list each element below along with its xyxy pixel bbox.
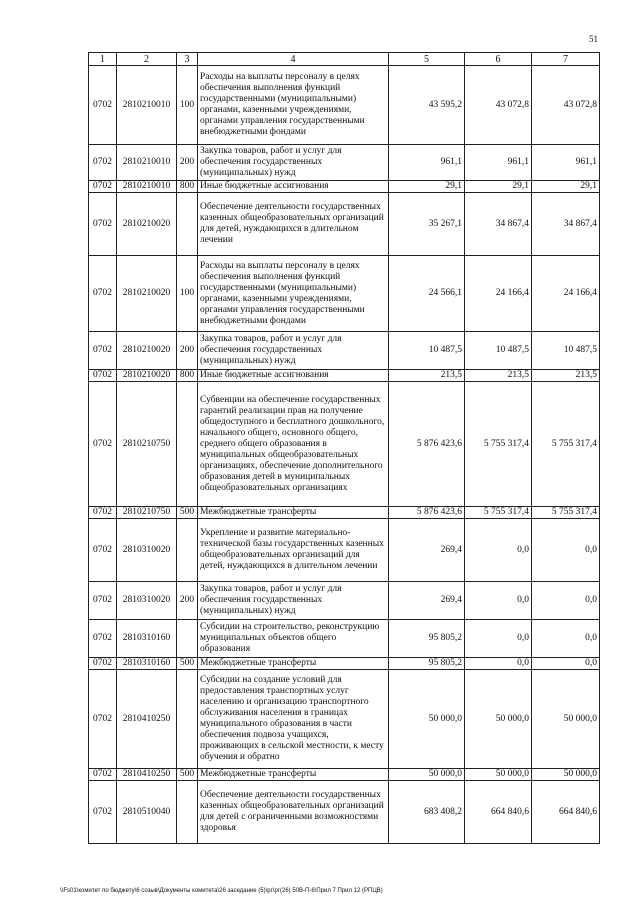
amount-year2-cell: 0,0 bbox=[465, 582, 532, 620]
target-article-cell: 2810310160 bbox=[117, 658, 177, 670]
section-code-cell: 0702 bbox=[89, 582, 117, 620]
description-cell: Обеспечение деятельности государственных казенных общеобразовательных организаций для детей с ограниченными возможностями здоровья bbox=[198, 781, 389, 844]
amount-year3-cell: 50 000,0 bbox=[532, 670, 600, 769]
section-code-cell: 0702 bbox=[89, 519, 117, 582]
section-code-cell: 0702 bbox=[89, 66, 117, 145]
target-article-cell: 2810210020 bbox=[117, 332, 177, 370]
amount-year1-cell: 24 566,1 bbox=[389, 256, 465, 332]
amount-year2-cell: 29,1 bbox=[465, 181, 532, 193]
expense-type-cell bbox=[177, 620, 198, 658]
expense-type-cell: 100 bbox=[177, 66, 198, 145]
expense-type-cell: 500 bbox=[177, 658, 198, 670]
amount-year3-cell: 50 000,0 bbox=[532, 769, 600, 781]
description-cell: Субсидии на создание условий для предоставления транспортных услуг населению и организацию транспортного обслуживания населения в границах муниципального образования в части обеспечения подвоза учащихся, проживающих в сельской местности, к месту обучения и обратно bbox=[198, 670, 389, 769]
description-cell: Субсидии на строительство, реконструкцию муниципальных объектов общего образования bbox=[198, 620, 389, 658]
section-code-cell: 0702 bbox=[89, 145, 117, 181]
target-article-cell: 2810310020 bbox=[117, 582, 177, 620]
amount-year2-cell: 664 840,6 bbox=[465, 781, 532, 844]
target-article-cell: 2810210020 bbox=[117, 256, 177, 332]
expense-type-cell: 800 bbox=[177, 370, 198, 382]
section-code-cell: 0702 bbox=[89, 382, 117, 507]
target-article-cell: 2810210020 bbox=[117, 370, 177, 382]
section-code-cell: 0702 bbox=[89, 620, 117, 658]
amount-year1-cell: 5 876 423,6 bbox=[389, 382, 465, 507]
expense-type-cell: 500 bbox=[177, 507, 198, 519]
amount-year1-cell: 5 876 423,6 bbox=[389, 507, 465, 519]
section-code-cell: 0702 bbox=[89, 670, 117, 769]
header-cell: 4 bbox=[198, 53, 389, 66]
amount-year1-cell: 961,1 bbox=[389, 145, 465, 181]
amount-year3-cell: 961,1 bbox=[532, 145, 600, 181]
section-code-cell: 0702 bbox=[89, 181, 117, 193]
description-cell: Обеспечение деятельности государственных казенных общеобразовательных организаций для детей, нуждающихся в длительном лечении bbox=[198, 193, 389, 256]
budget-table-body bbox=[89, 53, 600, 844]
description-cell: Иные бюджетные ассигнования bbox=[198, 370, 389, 382]
section-code-cell: 0702 bbox=[89, 332, 117, 370]
expense-type-cell bbox=[177, 193, 198, 256]
description-cell: Закупка товаров, работ и услуг для обеспечения государственных (муниципальных) нужд bbox=[198, 582, 389, 620]
header-cell: 1 bbox=[89, 53, 117, 66]
amount-year1-cell: 269,4 bbox=[389, 582, 465, 620]
table-row bbox=[89, 769, 600, 781]
description-cell: Субвенции на обеспечение государственных гарантий реализации прав на получение общедоступного и бесплатного дошкольного, начального общего, основного общего, среднего общего образования в муниципальных общеобразовательных организациях, обеспечение дополнительного образования детей в муниципальных общеобразовательных организациях bbox=[198, 382, 389, 507]
amount-year1-cell: 35 267,1 bbox=[389, 193, 465, 256]
table-row bbox=[89, 620, 600, 658]
section-code-cell: 0702 bbox=[89, 769, 117, 781]
header-cell: 2 bbox=[117, 53, 177, 66]
amount-year1-cell: 683 408,2 bbox=[389, 781, 465, 844]
amount-year2-cell: 34 867,4 bbox=[465, 193, 532, 256]
budget-table bbox=[88, 52, 600, 844]
amount-year2-cell: 10 487,5 bbox=[465, 332, 532, 370]
amount-year3-cell: 0,0 bbox=[532, 519, 600, 582]
expense-type-cell bbox=[177, 519, 198, 582]
description-cell: Расходы на выплаты персоналу в целях обеспечения выполнения функций государственными (муниципальными) органами, казенными учреждениями, органами управления государственными внебюджетными фондами bbox=[198, 66, 389, 145]
table-row bbox=[89, 582, 600, 620]
amount-year3-cell: 0,0 bbox=[532, 658, 600, 670]
table-row bbox=[89, 382, 600, 507]
amount-year1-cell: 50 000,0 bbox=[389, 769, 465, 781]
amount-year3-cell: 10 487,5 bbox=[532, 332, 600, 370]
table-row bbox=[89, 145, 600, 181]
target-article-cell: 2810410250 bbox=[117, 769, 177, 781]
table-row bbox=[89, 256, 600, 332]
target-article-cell: 2810210010 bbox=[117, 145, 177, 181]
amount-year3-cell: 29,1 bbox=[532, 181, 600, 193]
description-cell: Межбюджетные трансферты bbox=[198, 507, 389, 519]
section-code-cell: 0702 bbox=[89, 507, 117, 519]
amount-year2-cell: 43 072,8 bbox=[465, 66, 532, 145]
description-cell: Межбюджетные трансферты bbox=[198, 658, 389, 670]
amount-year2-cell: 50 000,0 bbox=[465, 769, 532, 781]
target-article-cell: 2810510040 bbox=[117, 781, 177, 844]
description-cell: Межбюджетные трансферты bbox=[198, 769, 389, 781]
table-row bbox=[89, 181, 600, 193]
expense-type-cell: 200 bbox=[177, 145, 198, 181]
amount-year3-cell: 34 867,4 bbox=[532, 193, 600, 256]
header-row bbox=[89, 53, 600, 66]
amount-year2-cell: 5 755 317,4 bbox=[465, 507, 532, 519]
description-cell: Закупка товаров, работ и услуг для обеспечения государственных (муниципальных) нужд bbox=[198, 332, 389, 370]
amount-year1-cell: 95 805,2 bbox=[389, 658, 465, 670]
expense-type-cell: 800 bbox=[177, 181, 198, 193]
header-cell: 3 bbox=[177, 53, 198, 66]
table-row bbox=[89, 658, 600, 670]
amount-year1-cell: 213,5 bbox=[389, 370, 465, 382]
amount-year1-cell: 269,4 bbox=[389, 519, 465, 582]
amount-year3-cell: 43 072,8 bbox=[532, 66, 600, 145]
amount-year3-cell: 213,5 bbox=[532, 370, 600, 382]
amount-year2-cell: 50 000,0 bbox=[465, 670, 532, 769]
amount-year3-cell: 24 166,4 bbox=[532, 256, 600, 332]
target-article-cell: 2810310160 bbox=[117, 620, 177, 658]
target-article-cell: 2810210020 bbox=[117, 193, 177, 256]
target-article-cell: 2810410250 bbox=[117, 670, 177, 769]
amount-year1-cell: 29,1 bbox=[389, 181, 465, 193]
table-row bbox=[89, 332, 600, 370]
description-cell: Укрепление и развитие материально-технической базы государственных казенных общеобразовательных организаций для детей, нуждающихся в длительном лечении bbox=[198, 519, 389, 582]
section-code-cell: 0702 bbox=[89, 781, 117, 844]
amount-year3-cell: 0,0 bbox=[532, 620, 600, 658]
target-article-cell: 2810310020 bbox=[117, 519, 177, 582]
amount-year2-cell: 961,1 bbox=[465, 145, 532, 181]
header-cell: 7 bbox=[532, 53, 600, 66]
table-row bbox=[89, 670, 600, 769]
target-article-cell: 2810210750 bbox=[117, 382, 177, 507]
table-row bbox=[89, 781, 600, 844]
expense-type-cell: 500 bbox=[177, 769, 198, 781]
table-row bbox=[89, 370, 600, 382]
expense-type-cell: 200 bbox=[177, 582, 198, 620]
expense-type-cell bbox=[177, 781, 198, 844]
table-row bbox=[89, 519, 600, 582]
section-code-cell: 0702 bbox=[89, 370, 117, 382]
amount-year1-cell: 50 000,0 bbox=[389, 670, 465, 769]
amount-year3-cell: 0,0 bbox=[532, 582, 600, 620]
target-article-cell: 2810210010 bbox=[117, 181, 177, 193]
amount-year3-cell: 664 840,6 bbox=[532, 781, 600, 844]
expense-type-cell bbox=[177, 382, 198, 507]
description-cell: Расходы на выплаты персоналу в целях обеспечения выполнения функций государственными (муниципальными) органами, казенными учреждениями, органами управления государственными внебюджетными фондами bbox=[198, 256, 389, 332]
section-code-cell: 0702 bbox=[89, 658, 117, 670]
expense-type-cell: 100 bbox=[177, 256, 198, 332]
page-number: 51 bbox=[589, 34, 598, 44]
table-row bbox=[89, 507, 600, 519]
amount-year2-cell: 0,0 bbox=[465, 519, 532, 582]
description-cell: Закупка товаров, работ и услуг для обеспечения государственных (муниципальных) нужд bbox=[198, 145, 389, 181]
amount-year3-cell: 5 755 317,4 bbox=[532, 382, 600, 507]
target-article-cell: 2810210750 bbox=[117, 507, 177, 519]
header-cell: 6 bbox=[465, 53, 532, 66]
amount-year1-cell: 10 487,5 bbox=[389, 332, 465, 370]
table-row bbox=[89, 193, 600, 256]
amount-year2-cell: 0,0 bbox=[465, 620, 532, 658]
footer-file-path: \\Fs01\комитет по бюджету\6 созыв\Документы комитета\26 заседание (5)\рг\рг(26) 50В-П-6\Прил 7 Прил 12 (РПЦВ) bbox=[60, 888, 383, 894]
amount-year2-cell: 24 166,4 bbox=[465, 256, 532, 332]
amount-year2-cell: 5 755 317,4 bbox=[465, 382, 532, 507]
expense-type-cell: 200 bbox=[177, 332, 198, 370]
target-article-cell: 2810210010 bbox=[117, 66, 177, 145]
amount-year1-cell: 43 595,2 bbox=[389, 66, 465, 145]
amount-year2-cell: 0,0 bbox=[465, 658, 532, 670]
amount-year1-cell: 95 805,2 bbox=[389, 620, 465, 658]
amount-year2-cell: 213,5 bbox=[465, 370, 532, 382]
amount-year3-cell: 5 755 317,4 bbox=[532, 507, 600, 519]
section-code-cell: 0702 bbox=[89, 193, 117, 256]
description-cell: Иные бюджетные ассигнования bbox=[198, 181, 389, 193]
section-code-cell: 0702 bbox=[89, 256, 117, 332]
table-row bbox=[89, 66, 600, 145]
expense-type-cell bbox=[177, 670, 198, 769]
header-cell: 5 bbox=[389, 53, 465, 66]
